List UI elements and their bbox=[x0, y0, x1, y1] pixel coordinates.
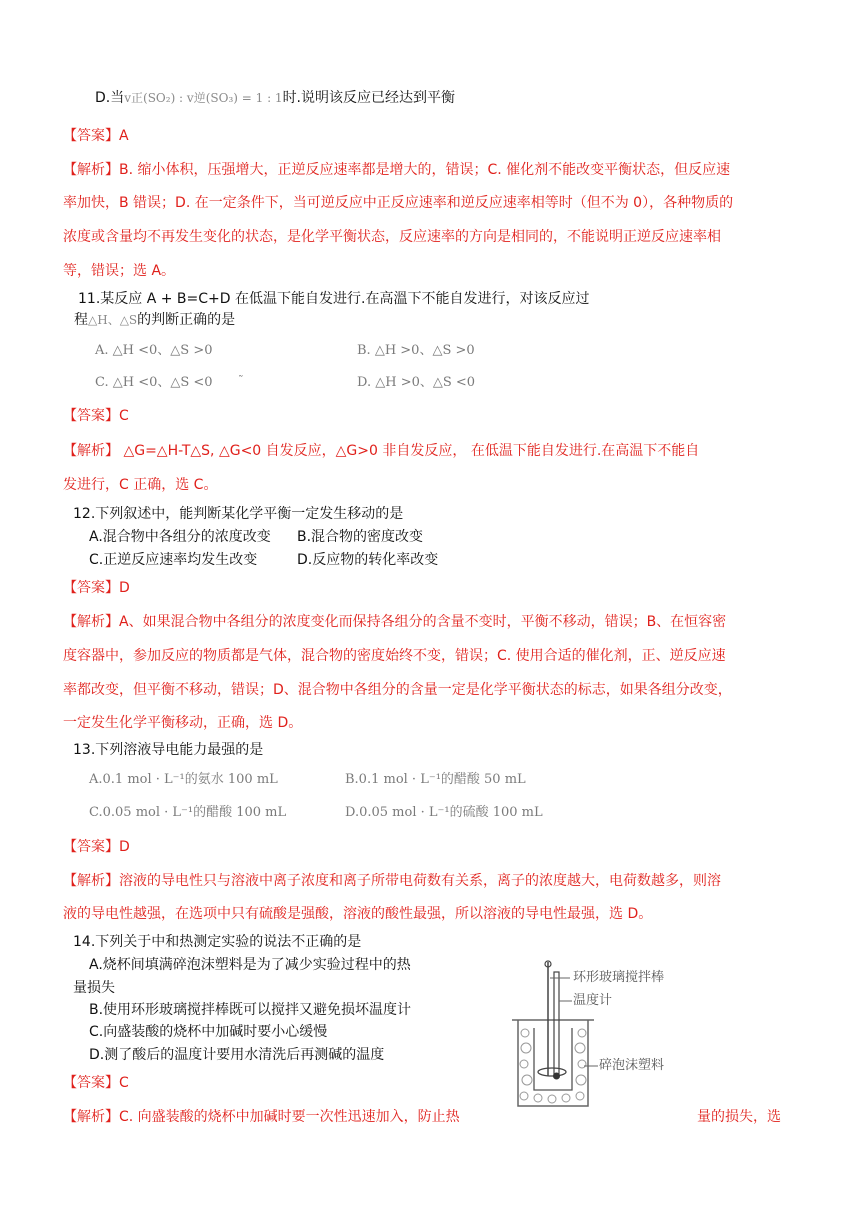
figure-label-stirrer: 环形玻璃搅拌棒 bbox=[573, 970, 665, 985]
q10-option-d bbox=[95, 88, 455, 108]
formula-image: v正(SO₂) : v逆(SO₃) = 1 : 1 bbox=[124, 91, 283, 105]
q14-option-a-cont: 量损失 bbox=[73, 980, 115, 996]
explanation-tag: 【解析】 bbox=[63, 873, 119, 889]
answer-tag: 【答案】 bbox=[63, 128, 119, 144]
q14-option-a: A.烧杯间填满碎泡沫塑料是为了减少实验过程中的热 bbox=[89, 957, 411, 973]
q11-stem-line-2 bbox=[74, 310, 235, 330]
answer-tag: 【答案】 bbox=[63, 839, 119, 855]
q13-answer bbox=[63, 837, 130, 857]
q11-option-d: D. △H >0、△S <0 bbox=[357, 375, 476, 390]
answer-tag: 【答案】 bbox=[63, 1075, 119, 1091]
answer-tag: 【答案】 bbox=[63, 408, 119, 424]
q10-explanation-line-1 bbox=[63, 160, 789, 180]
formula-image: △H、△S bbox=[88, 313, 138, 327]
explanation-tag: 【解析】 bbox=[63, 443, 119, 459]
q12-stem: 12.下列叙述中，能判断某化学平衡一定发生移动的是 bbox=[73, 506, 404, 522]
q13-explanation-line-1 bbox=[63, 871, 789, 891]
figure-label-thermometer: 温度计 bbox=[573, 993, 613, 1008]
q14-option-b: B.使用环形玻璃搅拌棒既可以搅拌又避免损坏温度计 bbox=[89, 1002, 412, 1018]
q10-explanation-line-2: 率加快，B 错误；D. 在一定条件下，当可逆反应中正反应速率和逆反应速率相等时（但不为 0），各种物质的 bbox=[63, 195, 734, 211]
q13-option-b: B.0.1 mol · L⁻¹的醋酸 50 mL bbox=[345, 772, 526, 787]
q11-explanation-line-1 bbox=[63, 441, 789, 461]
q11-option-c: C. △H <0、△S <0 bbox=[95, 375, 213, 390]
q10-explanation-line-3: 浓度或含量均不再发生变化的状态，是化学平衡状态，反应速率的方向是相同的，不能说明正逆反应速率相 bbox=[63, 229, 721, 245]
q11-answer bbox=[63, 406, 129, 426]
q13-option-c: C.0.05 mol · L⁻¹的醋酸 100 mL bbox=[89, 805, 287, 820]
explanation-text: 溶液的导电性只与溶液中离子浓度和离子所带电荷数有关系，离子的浓度越大，电荷数越多，则溶 bbox=[119, 873, 721, 889]
explanation-text: A、如果混合物中各组分的浓度变化而保持各组分的含量不变时，平衡不移动，错误；B、在恒容密 bbox=[119, 614, 727, 630]
q10-answer bbox=[63, 126, 129, 146]
q12-explanation-line-1 bbox=[63, 612, 789, 632]
explanation-text: △G=△H-T△S, △G<0 自发反应，△G>0 非自发反应， 在低温下能自发进行.在高温下不能自 bbox=[119, 443, 700, 459]
q12-option-b: B.混合物的密度改变 bbox=[297, 529, 424, 545]
answer-tag: 【答案】 bbox=[63, 580, 119, 596]
q11-stem-line-1: 11.某反应 A + B=C+D 在低温下能自发进行.在高溫下不能自发进行，对该反应过 bbox=[78, 291, 590, 307]
explanation-text: C. 向盛装酸的烧杯中加碱时要一次性迅速加入，防止热 bbox=[119, 1109, 460, 1125]
q14-option-d: D.测了酸后的温度计要用水清洗后再测碱的温度 bbox=[89, 1047, 385, 1063]
inner-beaker bbox=[534, 1028, 572, 1090]
q13-option-a: A.0.1 mol · L⁻¹的氨水 100 mL bbox=[89, 772, 278, 787]
q14-answer bbox=[63, 1073, 129, 1093]
explanation-tag: 【解析】 bbox=[63, 614, 119, 630]
q11-option-b: B. △H >0、△S >0 bbox=[357, 343, 475, 358]
explanation-tag: 【解析】 bbox=[63, 1109, 119, 1125]
q14-explanation-right: 量的损失，选 bbox=[697, 1109, 781, 1125]
q10-explanation-line-4: 等，错误；选 A。 bbox=[63, 263, 176, 279]
q14-stem: 14.下列关于中和热测定实验的说法不正确的是 bbox=[73, 934, 362, 950]
figure-label-foam: 碎泡沫塑料 bbox=[599, 1058, 665, 1073]
answer-value: C bbox=[119, 408, 129, 424]
stem-text: 程 bbox=[74, 312, 88, 328]
q12-explanation-line-2: 度容器中，参加反应的物质都是气体，混合物的密度始终不变，错误；C. 使用合适的催化剂，正、逆反应速 bbox=[63, 648, 726, 664]
answer-value: A bbox=[119, 128, 129, 144]
q13-stem: 13.下列溶液导电能力最强的是 bbox=[73, 742, 264, 758]
q12-option-a: A.混合物中各组分的浓度改变 bbox=[89, 529, 271, 545]
q11-explanation-line-2: 发进行，C 正确，选 C。 bbox=[63, 477, 218, 493]
q14-option-c: C.向盛装酸的烧杯中加碱时要小心缓慢 bbox=[89, 1024, 328, 1040]
option-text: D.当 bbox=[95, 90, 125, 106]
answer-value: D bbox=[119, 839, 130, 855]
thermometer bbox=[554, 972, 559, 1076]
q12-option-c: C.正逆反应速率均发生改变 bbox=[89, 552, 258, 568]
q13-explanation-line-2: 液的导电性越强，在选项中只有硫酸是强酸，溶液的酸性最强，所以溶液的导电性最强，选 D。 bbox=[63, 906, 653, 922]
q12-explanation-line-3: 率都改变，但平衡不移动，错误；D、混合物中各组分的含量一定是化学平衡状态的标志，如果各组分改变， bbox=[63, 682, 732, 698]
stem-text: 的判断正确的是 bbox=[137, 312, 236, 328]
foam-pieces bbox=[520, 1029, 586, 1103]
q12-option-d: D.反应物的转化率改变 bbox=[297, 552, 439, 568]
q12-answer bbox=[63, 578, 130, 598]
stirrer-ring bbox=[538, 1068, 566, 1076]
stray-mark: ˜ bbox=[238, 374, 244, 387]
q14-explanation-left bbox=[63, 1107, 460, 1127]
answer-value: D bbox=[119, 580, 130, 596]
answer-value: C bbox=[119, 1075, 129, 1091]
option-text: 时.说明该反应已经达到平衡 bbox=[282, 90, 456, 106]
q12-explanation-line-4: 一定发生化学平衡移动，正确，选 D。 bbox=[63, 715, 303, 731]
q11-option-a: A. △H <0、△S >0 bbox=[95, 343, 213, 358]
explanation-tag: 【解析】 bbox=[63, 162, 119, 178]
explanation-text: B. 缩小体积，压强增大，正逆反应速率都是增大的，错误；C. 催化剂不能改变平衡状态，但反应速 bbox=[119, 162, 731, 178]
q13-option-d: D.0.05 mol · L⁻¹的硫酸 100 mL bbox=[345, 805, 543, 820]
